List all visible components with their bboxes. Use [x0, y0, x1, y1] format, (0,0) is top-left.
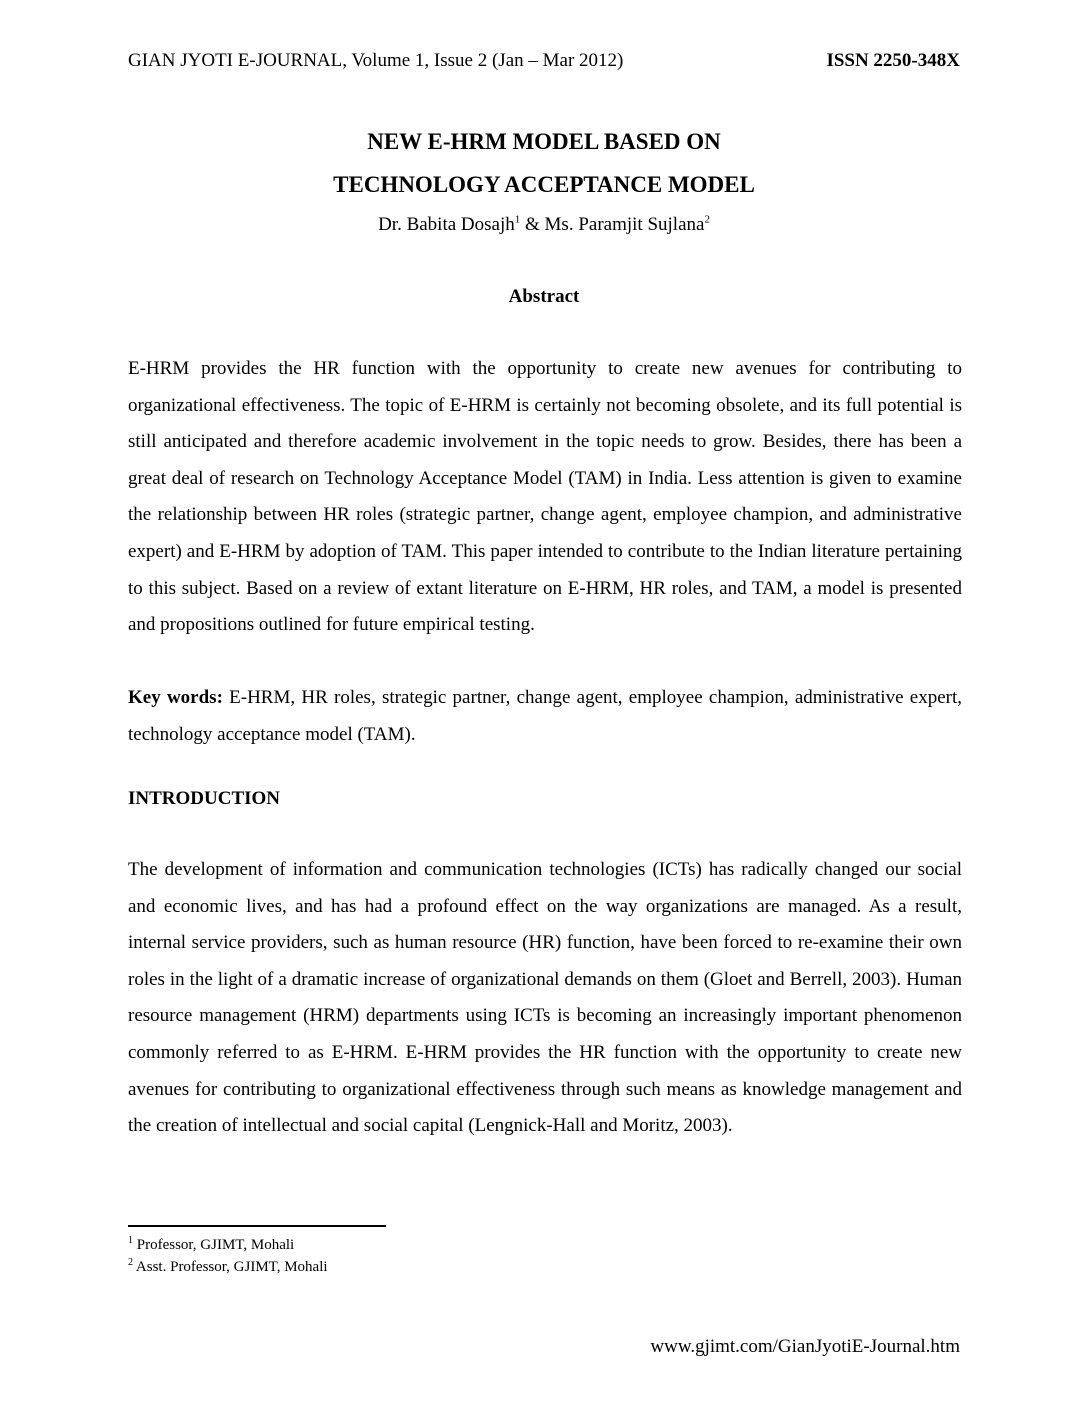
footnote-2	[128, 1259, 328, 1276]
keywords-label: Key words:	[128, 687, 223, 708]
footnote-2-mark: 2	[128, 1257, 133, 1268]
author-line	[0, 214, 1088, 236]
footnote-2-text: Asst. Professor, GJIMT, Mohali	[133, 1259, 328, 1275]
keywords-paragraph	[128, 680, 962, 753]
footnote-1	[128, 1237, 294, 1254]
journal-header: GIAN JYOTI E-JOURNAL, Volume 1, Issue 2 (Jan – Mar 2012)	[128, 50, 624, 71]
author-separator: &	[520, 214, 545, 235]
journal-url: www.gjimt.com/GianJyotiE-Journal.htm	[650, 1336, 960, 1357]
introduction-paragraph: The development of information and communication technologies (ICTs) has radically changed our social and economic lives, and has had a profound effect on the way organizations are managed. As a result, internal service providers, such as human resource (HR) function, have been forced to re-examine their own roles in the light of a dramatic increase of organizational demands on them (Gloet and Berrell, 2003). Human resource management (HRM) departments using ICTs is becoming an increasingly important phenomenon commonly referred to as E-HRM. E-HRM provides the HR function with the opportunity to create new avenues for contributing to organizational effectiveness through such means as knowledge management and the creation of intellectual and social capital (Lengnick-Hall and Moritz, 2003).	[128, 859, 962, 1137]
author-2-name: Ms. Paramjit Sujlana	[544, 214, 705, 235]
keywords-list: E-HRM, HR roles, strategic partner, change agent, employee champion, administrative expert, technology acceptance model (TAM).	[128, 687, 962, 745]
author-1-name: Dr. Babita Dosajh	[378, 214, 515, 235]
footnote-1-mark: 1	[128, 1235, 133, 1246]
abstract-heading: Abstract	[508, 286, 580, 307]
footnote-1-text: Professor, GJIMT, Mohali	[133, 1237, 295, 1253]
author-1-footnote-mark: 1	[514, 213, 521, 226]
abstract-paragraph: E-HRM provides the HR function with the opportunity to create new avenues for contributing to organizational effectiveness. The topic of E-HRM is certainly not becoming obsolete, and its full potential is still anticipated and therefore academic involvement in the topic needs to grow. Besides, there has been a great deal of research on Technology Acceptance Model (TAM) in India. Less attention is given to examine the relationship between HR roles (strategic partner, change agent, employee champion, and administrative expert) and E-HRM by adoption of TAM. This paper intended to contribute to the Indian literature pertaining to this subject. Based on a review of extant literature on E-HRM, HR roles, and TAM, a model is presented and propositions outlined for future empirical testing.	[128, 358, 962, 636]
paper-title-line-1: NEW E-HRM MODEL BASED ON	[367, 129, 721, 154]
introduction-heading: INTRODUCTION	[128, 788, 281, 809]
footnote-divider	[128, 1225, 386, 1227]
paper-title-line-2: TECHNOLOGY ACCEPTANCE MODEL	[333, 172, 755, 197]
issn-label: ISSN 2250-348X	[826, 50, 960, 71]
author-2-footnote-mark: 2	[704, 213, 710, 226]
